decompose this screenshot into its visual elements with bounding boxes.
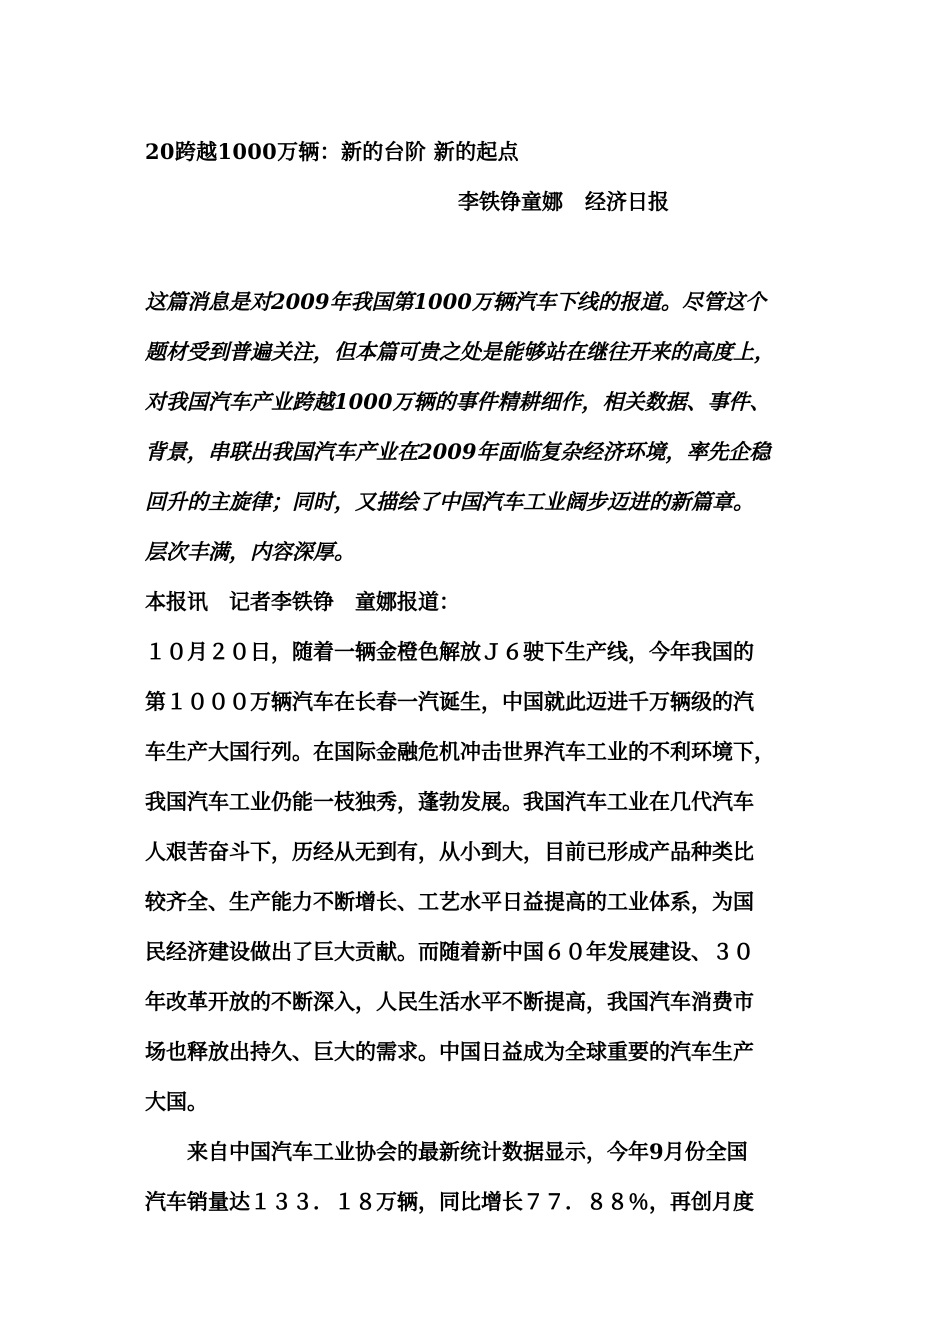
- comment-line: 层次丰满，内容深厚。: [145, 539, 355, 564]
- comment-line: 这篇消息是对2009年我国第1000万辆汽车下线的报道。尽管这个: [145, 289, 766, 314]
- body-line: 我国汽车工业仍能一枝独秀，蓬勃发展。我国汽车工业在几代汽车: [145, 789, 754, 814]
- body-line: 来自中国汽车工业协会的最新统计数据显示，今年9月份全国: [145, 1139, 748, 1164]
- body-line: 民经济建设做出了巨大贡献。而随着新中国６０年发展建设、３０: [145, 939, 754, 964]
- article-title: 20跨越1000万辆：新的台阶 新的起点: [145, 139, 519, 164]
- body-line: 场也释放出持久、巨大的需求。中国日益成为全球重要的汽车生产: [145, 1039, 754, 1064]
- body-line: 车生产大国行列。在国际金融危机冲击世界汽车工业的不利环境下，: [145, 739, 775, 764]
- body-line: 汽车销量达１３３．１８万辆，同比增长７７．８８％，再创月度: [145, 1189, 754, 1214]
- body-line: 人艰苦奋斗下，历经从无到有，从小到大，目前已形成产品种类比: [145, 839, 754, 864]
- byline: [458, 186, 669, 216]
- body-line: １０月２０日，随着一辆金橙色解放Ｊ６驶下生产线，今年我国的: [145, 639, 754, 664]
- body-line: 第１０００万辆汽车在长春一汽诞生，中国就此迈进千万辆级的汽: [145, 689, 754, 714]
- comment-line: 题材受到普遍关注，但本篇可贵之处是能够站在继往开来的高度上，: [145, 339, 775, 364]
- comment-line: 对我国汽车产业跨越1000万辆的事件精耕细作，相关数据、事件、: [145, 389, 771, 414]
- body-line: 较齐全、生产能力不断增长、工艺水平日益提高的工业体系，为国: [145, 889, 754, 914]
- body-line: 年改革开放的不断深入，人民生活水平不断提高，我国汽车消费市: [145, 989, 754, 1014]
- byline-publication: 经济日报: [585, 189, 669, 214]
- body-line: 大国。: [145, 1089, 208, 1114]
- dateline: 本报讯 记者李铁铮 童娜报道：: [145, 589, 460, 614]
- comment-line: 回升的主旋律；同时，又描绘了中国汽车工业阔步迈进的新篇章。: [145, 489, 754, 514]
- byline-authors: 李铁铮童娜: [458, 189, 563, 214]
- comment-line: 背景，串联出我国汽车产业在2009年面临复杂经济环境，率先企稳: [145, 439, 771, 464]
